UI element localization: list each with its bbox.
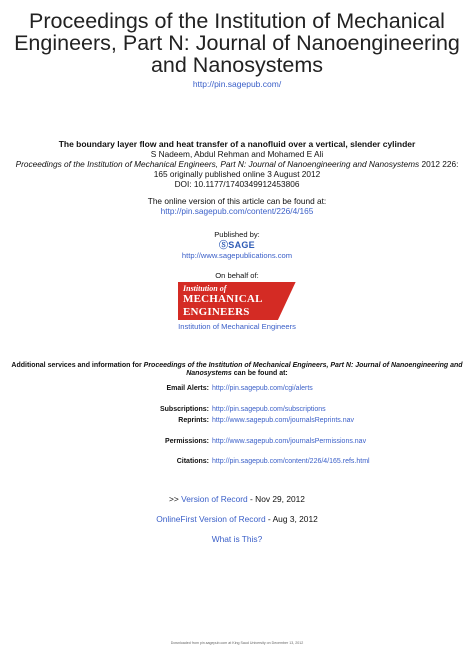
version-of-record-link[interactable]: Version of Record	[181, 494, 248, 504]
service-label: Permissions:	[165, 438, 209, 445]
sage-logo: ⓈSAGE	[218, 240, 255, 250]
journal-title-line3: and Nanosystems	[150, 53, 324, 77]
article-doi: DOI: 10.1177/1740349912453806	[174, 179, 300, 189]
service-link[interactable]: http://pin.sagepub.com/content/226/4/165.refs.html	[212, 458, 370, 465]
download-footer: Downloaded from pin.sagepub.com at King Saud University on December 13, 2012	[170, 641, 304, 645]
publisher-block	[0, 230, 474, 261]
ofv-date: - Aug 3, 2012	[265, 514, 318, 524]
version-of-record-line	[0, 489, 474, 509]
additional-suffix: can be found at:	[231, 370, 288, 377]
vor-date: - Nov 29, 2012	[247, 494, 305, 504]
service-link[interactable]: http://pin.sagepub.com/subscriptions	[212, 406, 326, 413]
imeche-logo-line3: ENGINEERS	[183, 306, 250, 318]
additional-services-heading	[6, 362, 468, 378]
article-citation	[0, 159, 474, 169]
article-authors: S Nadeem, Abdul Rehman and Mohamed E Ali	[150, 149, 324, 159]
online-version-link[interactable]: http://pin.sagepub.com/content/226/4/165	[160, 206, 314, 216]
citation-journal: Proceedings of the Institution of Mechanical Engineers, Part N: Journal of Nanoengineering and Nanosystems	[15, 159, 420, 169]
published-by-label: Published by:	[214, 230, 260, 239]
service-link[interactable]: http://www.sagepub.com/journalsReprints.nav	[212, 417, 355, 424]
imeche-logo-line1: Institution of	[183, 284, 227, 293]
online-version-text: The online version of this article can be found at:	[147, 196, 327, 206]
what-is-this-link[interactable]: What is This?	[211, 534, 263, 544]
imeche-logo	[178, 282, 298, 320]
citation-published: 165 originally published online 3 August 2012	[153, 169, 321, 179]
journal-url-link[interactable]: http://pin.sagepub.com/	[192, 79, 282, 89]
service-label: Email Alerts:	[166, 385, 209, 392]
service-link[interactable]: http://www.sagepub.com/journalsPermissions.nav	[212, 438, 367, 445]
journal-title	[0, 10, 474, 76]
service-label: Citations:	[176, 458, 209, 465]
on-behalf-label: On behalf of:	[215, 271, 259, 280]
onlinefirst-link[interactable]: OnlineFirst Version of Record	[156, 514, 266, 524]
citation-volume: 2012 226:	[419, 159, 459, 169]
record-versions	[0, 489, 474, 549]
article-info	[0, 139, 474, 189]
journal-title-line2: Engineers, Part N: Journal of Nanoengineering	[14, 31, 460, 55]
online-version	[0, 196, 474, 216]
article-title: The boundary layer flow and heat transfer of a nanofluid over a vertical, slender cylinder	[58, 139, 416, 149]
onlinefirst-line	[0, 509, 474, 529]
service-label: Reprints:	[178, 417, 209, 424]
additional-prefix: Additional services and information for	[11, 362, 144, 369]
vor-prefix: >>	[169, 494, 182, 504]
imeche-logo-line2: MECHANICAL	[183, 293, 263, 305]
additional-journal: Proceedings of the Institution of Mechanical Engineers, Part N: Journal of Nanoengineering and Nanosystems	[143, 362, 463, 377]
publisher-link[interactable]: http://www.sagepublications.com	[181, 251, 293, 260]
journal-title-line1: Proceedings of the Institution of Mechanical	[29, 9, 445, 33]
service-link[interactable]: http://pin.sagepub.com/cgi/alerts	[212, 385, 313, 392]
imeche-link[interactable]: Institution of Mechanical Engineers	[178, 322, 296, 331]
service-label: Subscriptions:	[159, 406, 209, 413]
